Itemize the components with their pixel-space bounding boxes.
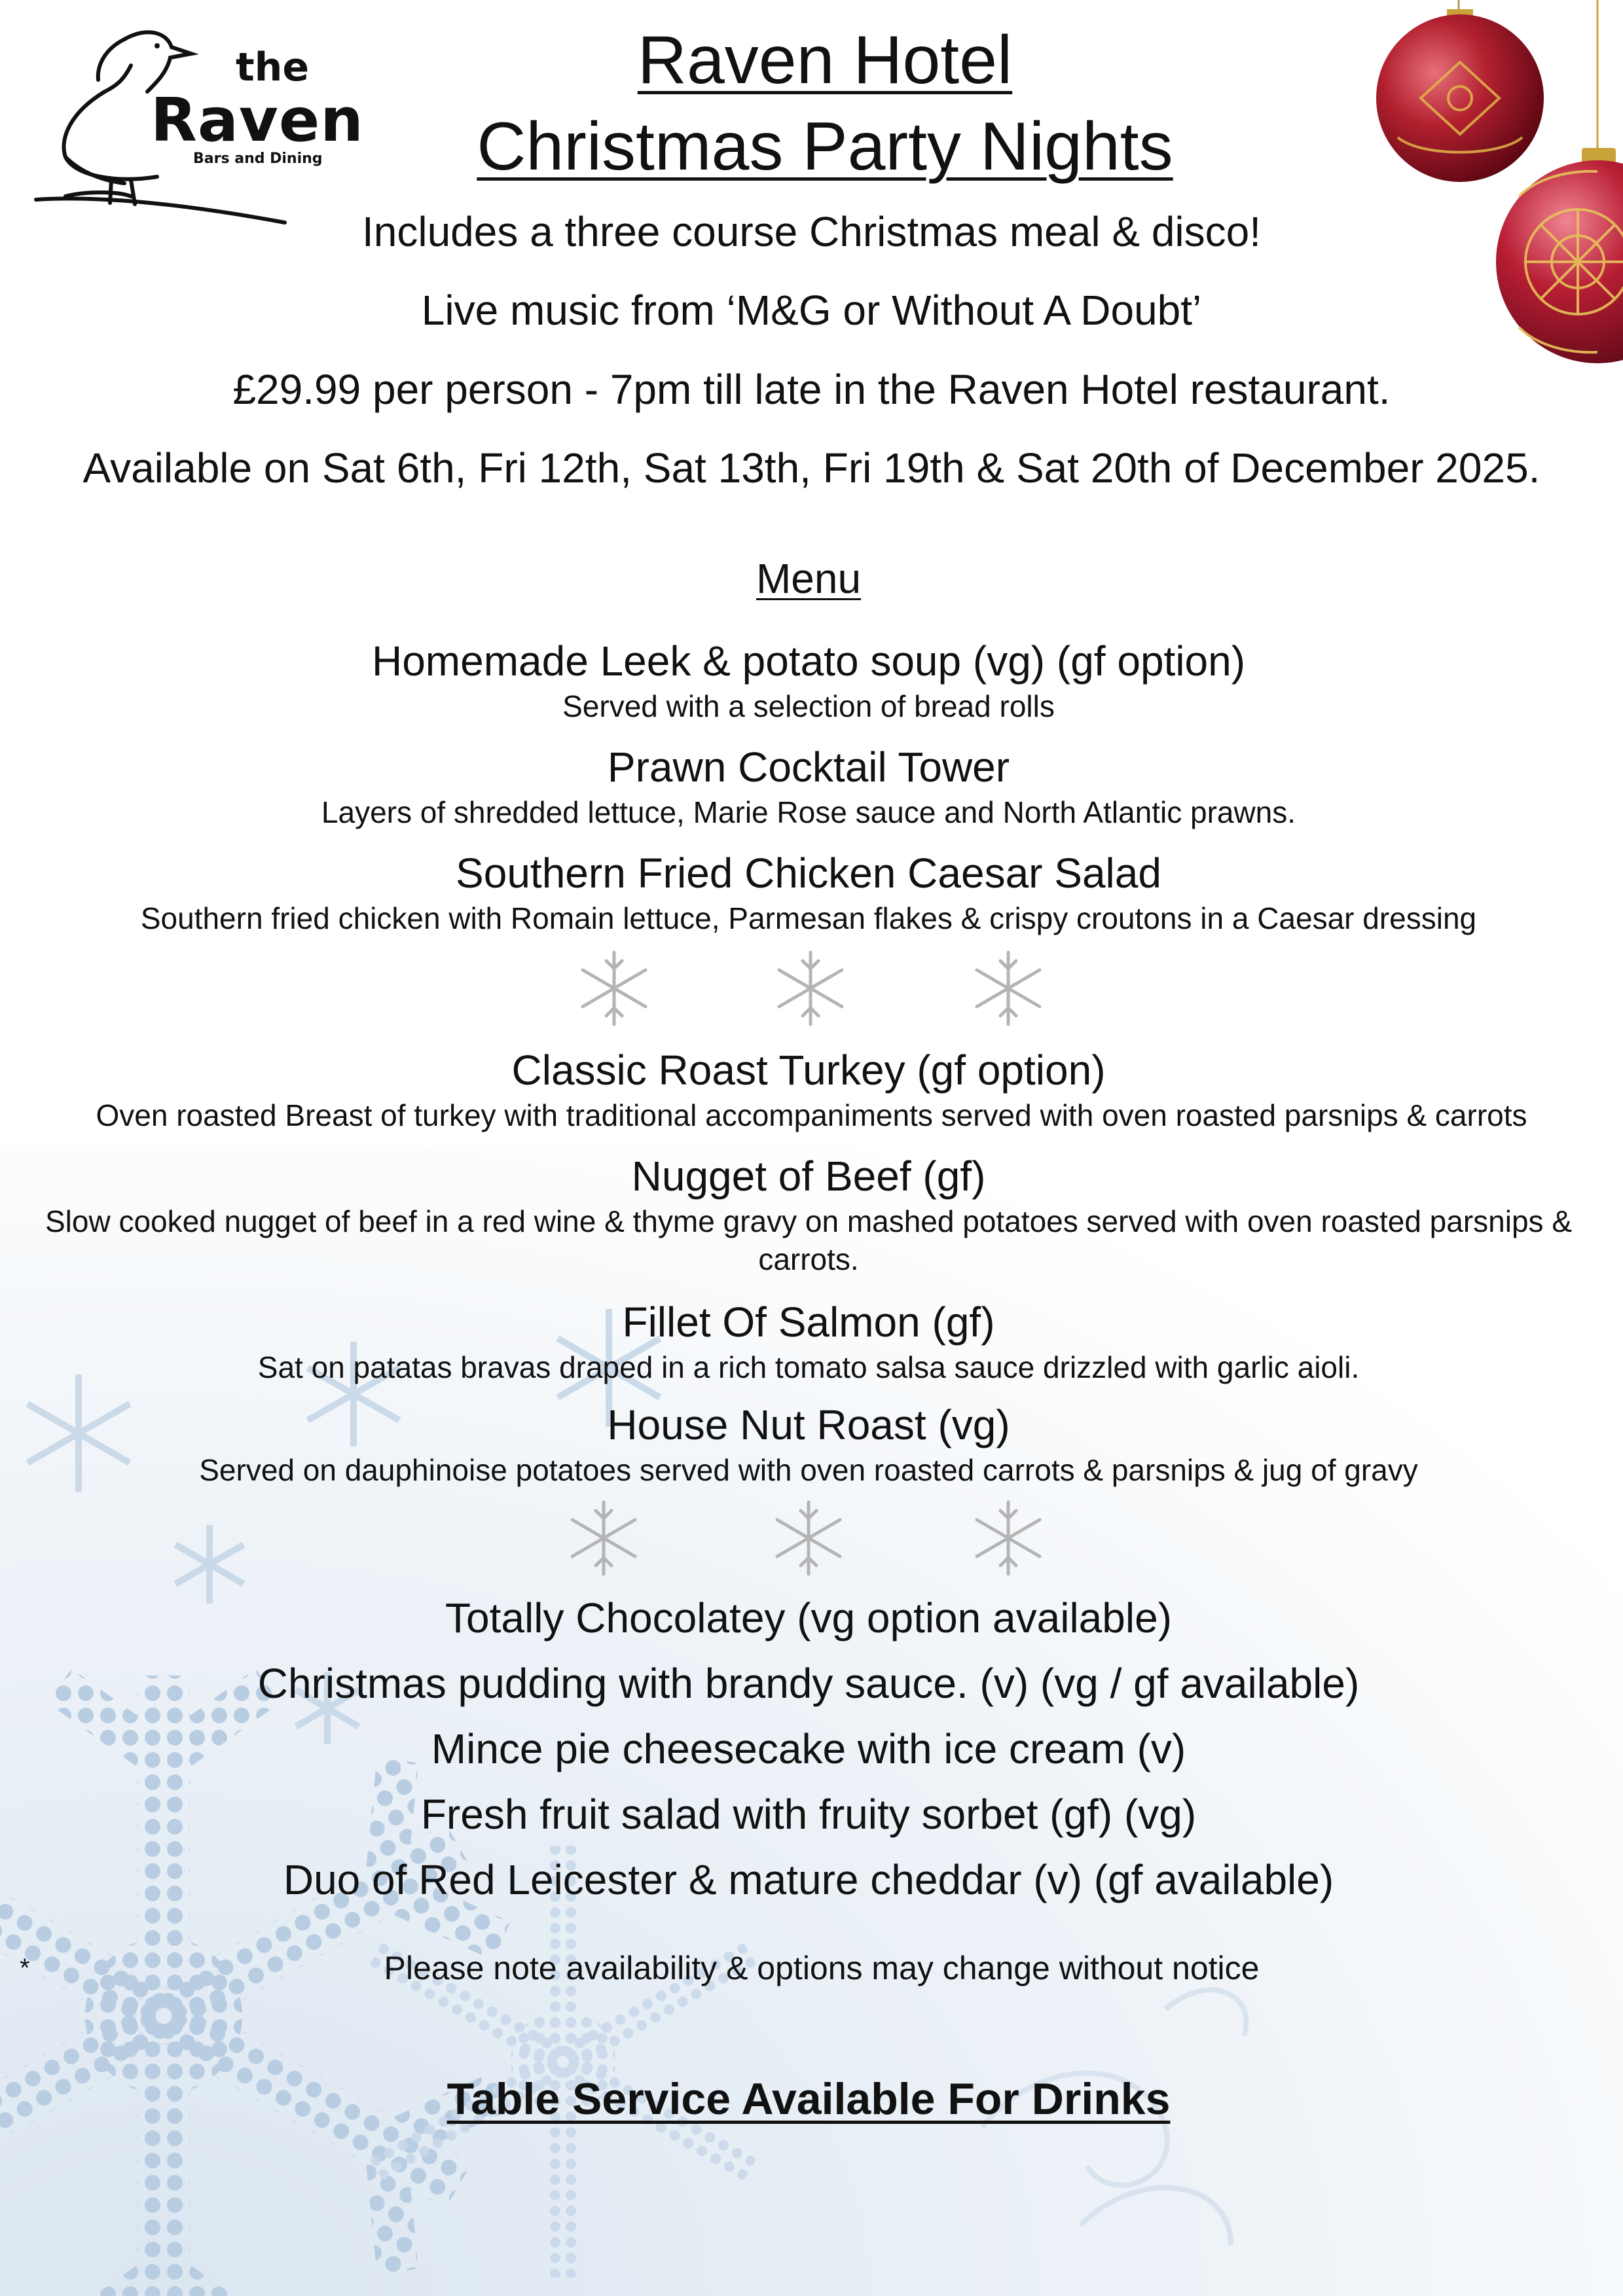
info-music: Live music from ‘M&G or Without A Doubt’: [421, 287, 1202, 334]
menu-item-desc: Served on dauphinoise potatoes served with oven roasted carrots & parsnips & jug of gravy: [199, 1453, 1418, 1487]
table-service-notice: Table Service Available For Drinks: [447, 2074, 1171, 2124]
snowflake-icon: [977, 1502, 1040, 1574]
title-line-1: Raven Hotel: [637, 22, 1013, 98]
menu-item-name: Prawn Cocktail Tower: [607, 744, 1010, 791]
snowflake-icon: [779, 952, 842, 1024]
menu-item-name: House Nut Roast (vg): [607, 1401, 1010, 1448]
menu-item-name: Homemade Leek & potato soup (vg) (gf option): [371, 637, 1246, 685]
menu-item: [0, 1049, 1617, 1134]
menu-heading: Menu: [756, 555, 862, 602]
dessert-item: Duo of Red Leicester & mature cheddar (v) (gf available): [283, 1856, 1334, 1903]
info-meal: Includes a three course Christmas meal & disco!: [361, 208, 1262, 255]
snowflake-icon: [977, 952, 1040, 1024]
menu-item: [0, 852, 1617, 937]
menu-item: [0, 637, 1617, 725]
menu-item-name: Classic Roast Turkey (gf option): [511, 1047, 1106, 1094]
info-price: £29.99 per person - 7pm till late in the Raven Hotel restaurant.: [232, 366, 1391, 413]
menu-item-desc: Southern fried chicken with Romain lettuce, Parmesan flakes & crispy croutons in a Caesar dressing: [140, 901, 1477, 935]
menu-item: [0, 1301, 1617, 1386]
snowflake-divider: [0, 946, 1623, 1031]
snowflake-icon: [777, 1502, 840, 1574]
dessert-item: Fresh fruit salad with fruity sorbet (gf) (vg): [420, 1791, 1197, 1838]
dessert-item: Totally Chocolatey (vg option available): [445, 1594, 1172, 1641]
menu-item-name: Southern Fried Chicken Caesar Salad: [456, 850, 1161, 897]
menu-item-desc: Slow cooked nugget of beef in a red wine & thyme gravy on mashed potatoes served with oven roasted parsnips & carrots.: [45, 1204, 1573, 1276]
dessert-item: Mince pie cheesecake with ice cream (v): [431, 1725, 1186, 1772]
logo-name-text: Raven: [151, 85, 364, 155]
menu-item: [0, 1155, 1617, 1278]
dessert-item: Christmas pudding with brandy sauce. (v) (vg / gf available): [257, 1660, 1360, 1707]
menu-item: [0, 1401, 1617, 1489]
menu-item-desc: Layers of shredded lettuce, Marie Rose sauce and North Atlantic prawns.: [321, 795, 1296, 829]
snowflake-icon: [583, 952, 646, 1024]
menu-item: [0, 746, 1617, 831]
menu-item-desc: Served with a selection of bread rolls: [562, 689, 1055, 723]
title-line-2: Christmas Party Nights: [477, 109, 1173, 185]
snowflake-divider: [0, 1496, 1623, 1581]
menu-item-desc: Oven roasted Breast of turkey with traditional accompaniments served with oven roasted parsnips & carrots: [96, 1098, 1527, 1132]
snowflake-icon: [572, 1502, 635, 1574]
menu-item-desc: Sat on patatas bravas draped in a rich tomato salsa sauce drizzled with garlic aioli.: [257, 1350, 1360, 1384]
logo-the-text: the: [236, 45, 310, 90]
logo-tagline-text: Bars and Dining: [193, 151, 323, 167]
availability-note: Please note availability & options may change without notice: [384, 1950, 1260, 1986]
menu-item-name: Nugget of Beef (gf): [631, 1153, 986, 1200]
menu-item-name: Fillet Of Salmon (gf): [622, 1299, 995, 1346]
note-marker: *: [20, 1954, 30, 1982]
info-dates: Available on Sat 6th, Fri 12th, Sat 13th, Fri 19th & Sat 20th of December 2025.: [82, 444, 1541, 492]
